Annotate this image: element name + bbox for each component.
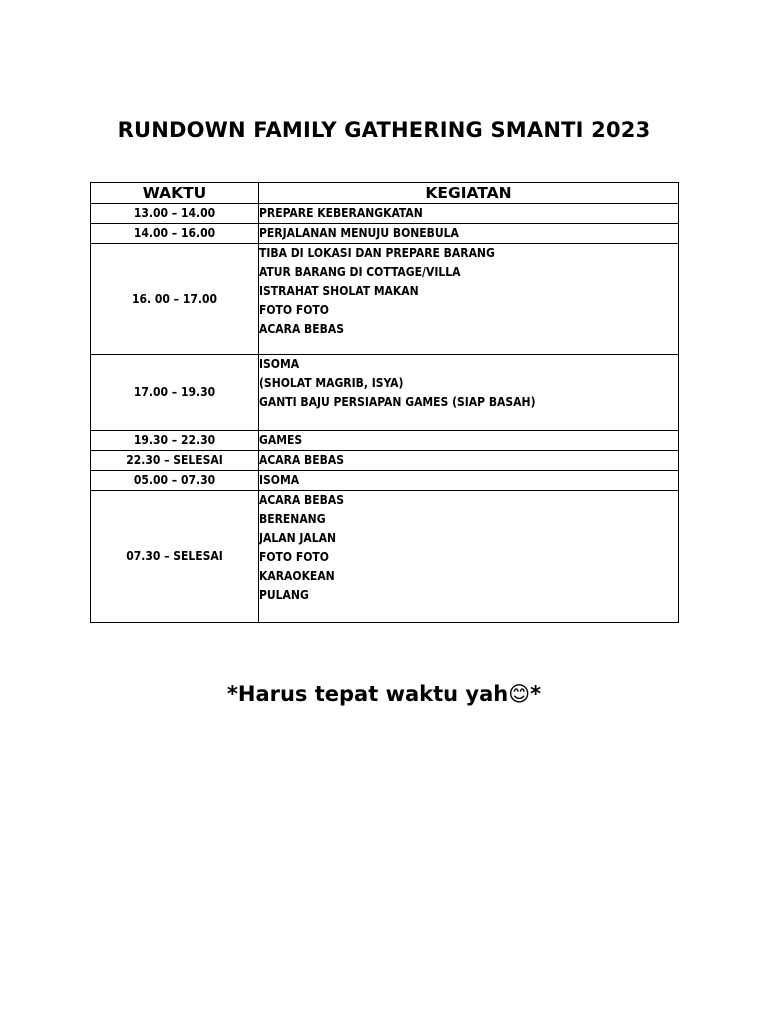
time-cell: 16. 00 – 17.00	[91, 244, 259, 355]
activity-line: TIBA DI LOKASI DAN PREPARE BARANG	[259, 246, 495, 260]
activity-cell	[259, 491, 679, 623]
time-cell: 14.00 – 16.00	[91, 224, 259, 244]
time-cell: 22.30 – SELESAI	[91, 451, 259, 471]
activity-line: ISOMA	[259, 473, 300, 487]
activity-line: GAMES	[259, 433, 303, 447]
table-row	[91, 355, 679, 431]
activity-line: JALAN JALAN	[259, 531, 337, 545]
rundown-table	[90, 182, 679, 623]
time-cell: 13.00 – 14.00	[91, 204, 259, 224]
time-cell: 19.30 – 22.30	[91, 431, 259, 451]
activity-line: ACARA BEBAS	[259, 453, 345, 467]
table-row	[91, 471, 679, 491]
activity-line: (SHOLAT MAGRIB, ISYA)	[259, 376, 404, 390]
activity-line: GANTI BAJU PERSIAPAN GAMES (SIAP BASAH)	[259, 395, 536, 409]
activity-cell	[259, 355, 679, 431]
activity-line: BERENANG	[259, 512, 326, 526]
table-row	[91, 491, 679, 623]
activity-line: PULANG	[259, 588, 309, 602]
activity-line: ACARA BEBAS	[259, 322, 345, 336]
activity-cell	[259, 224, 679, 244]
activity-line: ATUR BARANG DI COTTAGE/VILLA	[259, 265, 461, 279]
table-row	[91, 244, 679, 355]
activity-cell	[259, 431, 679, 451]
table-row	[91, 204, 679, 224]
activity-line: FOTO FOTO	[259, 303, 329, 317]
activity-line: PREPARE KEBERANGKATAN	[259, 206, 423, 220]
time-cell: 05.00 – 07.30	[91, 471, 259, 491]
table-header-row	[91, 183, 679, 204]
activity-line: ISOMA	[259, 357, 300, 371]
activity-cell	[259, 244, 679, 355]
header-time: WAKTU	[91, 183, 259, 204]
activity-cell	[259, 451, 679, 471]
table-row	[91, 224, 679, 244]
activity-line: ACARA BEBAS	[259, 493, 345, 507]
table-row	[91, 451, 679, 471]
table-row	[91, 431, 679, 451]
activity-cell	[259, 204, 679, 224]
activity-line: PERJALANAN MENUJU BONEBULA	[259, 226, 459, 240]
time-cell: 17.00 – 19.30	[91, 355, 259, 431]
page-title: RUNDOWN FAMILY GATHERING SMANTI 2023	[117, 118, 651, 142]
time-cell: 07.30 – SELESAI	[91, 491, 259, 623]
header-activity: KEGIATAN	[259, 183, 679, 204]
activity-line: ISTRAHAT SHOLAT MAKAN	[259, 284, 419, 298]
activity-line: KARAOKEAN	[259, 569, 335, 583]
activity-line: FOTO FOTO	[259, 550, 329, 564]
footnote: *Harus tepat waktu yah😊*	[226, 682, 542, 706]
activity-cell	[259, 471, 679, 491]
